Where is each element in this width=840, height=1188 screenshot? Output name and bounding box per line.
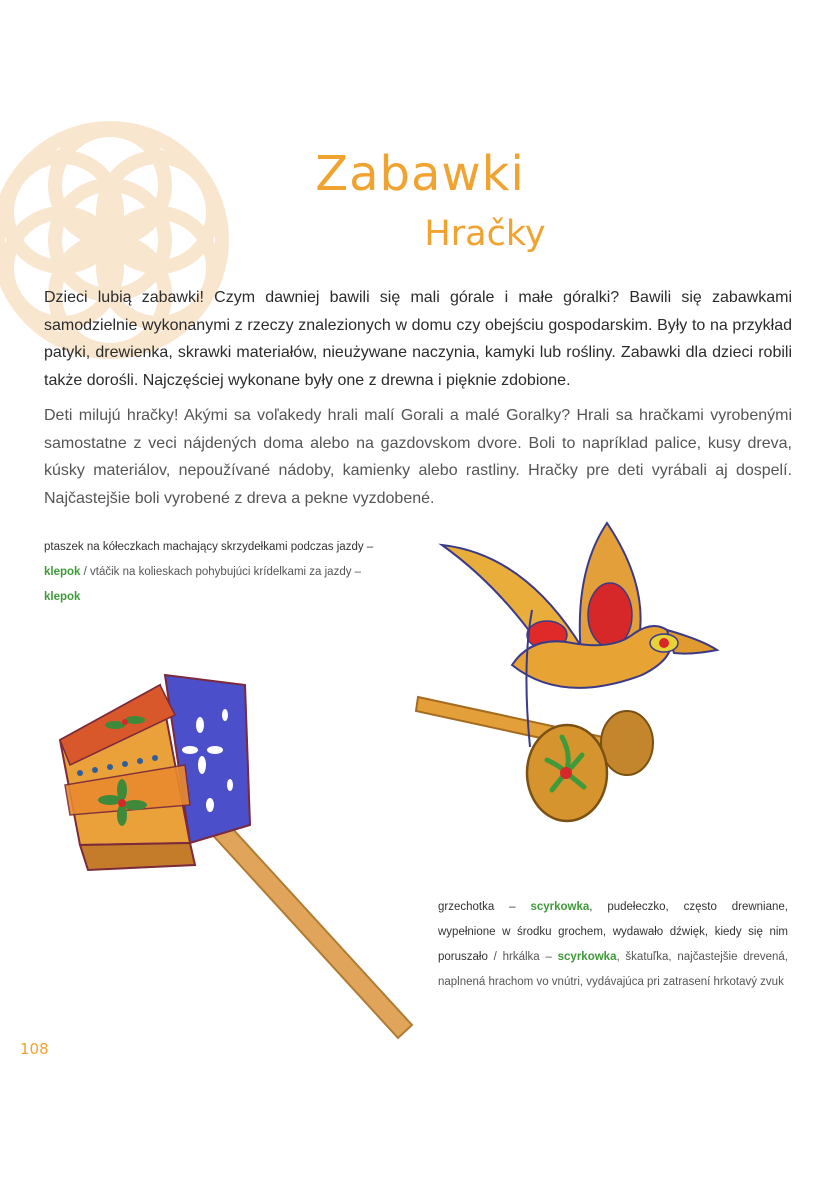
caption-text: hrkálka – bbox=[502, 951, 558, 963]
rattle-illustration-icon bbox=[40, 655, 420, 1045]
caption-text: vtáčik na kolieskach pohybujúci krídelkami za jazdy – bbox=[90, 566, 362, 578]
paragraph-slovak: Deti milujú hračky! Akými sa voľakedy hrali malí Gorali a malé Goralky? Hrali sa hračkami vyrobenými samostatne z veci nájdených doma alebo na gazdovskom dvore. Boli to napríklad palice, kusy dreva, kúsky materiálov, nepoužívané nádoby, kamienky alebo rastliny. Hračky pre deti vyrábali aj dospelí. Najčastejšie boli vyrobené z dreva a pekne vyzdobené. bbox=[44, 407, 792, 507]
caption-separator: / bbox=[80, 566, 91, 578]
paragraph-polish: Dzieci lubią zabawki! Czym dawniej bawili się mali górale i małe góralki? Bawili się zabawkami samodzielnie wykonanymi z rzeczy znalezionych w domu czy obejściu gospodarskim. Były to na przykład patyki, drewienka, skrawki materiałów, nieużywane naczynia, kamyki lub rośliny. Zabawki dla dzieci robili także dorośli. Najczęściej wykonane były one z drewna i pięknie zdobione. bbox=[44, 289, 792, 389]
page-number: 108 bbox=[20, 1040, 49, 1058]
caption-term: scyrkowka bbox=[530, 901, 590, 913]
bird-on-wheels-illustration-icon bbox=[412, 515, 732, 835]
caption-text: ptaszek na kółeczkach machający skrzydełkami podczas jazdy – bbox=[44, 541, 374, 553]
caption-separator: / bbox=[487, 951, 503, 963]
page-subtitle: Hračky bbox=[424, 214, 546, 254]
caption-term: scyrkowka bbox=[557, 951, 617, 963]
caption-text: , pudełeczko, często drewniane, wypełnione w środku grochem, wydawało dźwięk, kiedy się nim poruszało bbox=[438, 901, 788, 963]
caption-rattle-toy bbox=[438, 895, 788, 995]
caption-term: klepok bbox=[44, 591, 81, 603]
caption-bird-toy bbox=[44, 535, 390, 610]
caption-term: klepok bbox=[44, 566, 81, 578]
caption-text: grzechotka – bbox=[438, 901, 531, 913]
caption-text: , škatuľka, najčastejšie drevená, naplnená hrachom vo vnútri, vydávajúca pri zatrasení hrkotavý zvuk bbox=[438, 951, 788, 988]
page-title: Zabawki bbox=[315, 146, 525, 202]
